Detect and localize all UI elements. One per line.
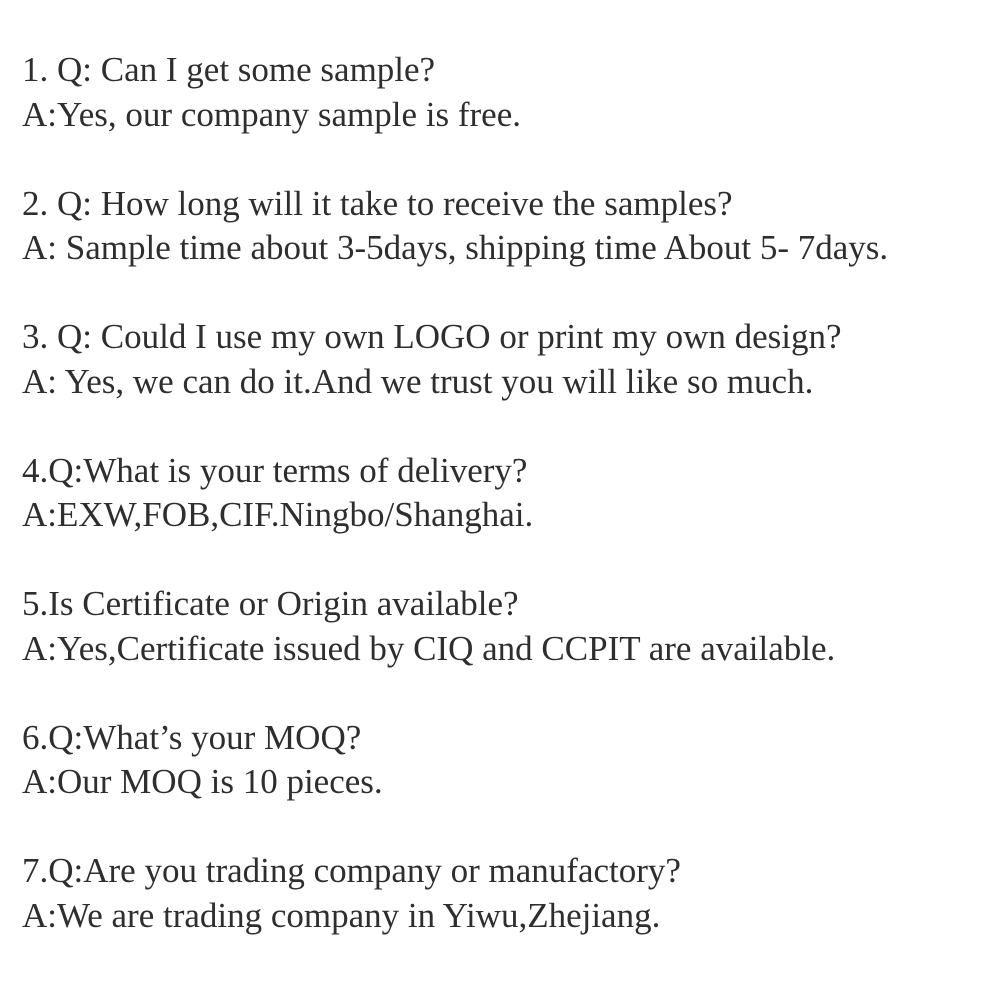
faq-answer-7: A:We are trading company in Yiwu,Zhejiang.: [22, 895, 661, 935]
faq-item-5: [22, 582, 992, 671]
faq-answer-6: A:Our MOQ is 10 pieces.: [22, 762, 383, 801]
faq-question-6: 6.Q:What’s your MOQ?: [22, 717, 362, 757]
faq-answer-1: A:Yes, our company sample is free.: [22, 94, 521, 134]
faq-item-7: [22, 849, 992, 938]
faq-question-5: 5.Is Certificate or Origin available?: [22, 584, 519, 623]
faq-answer-2: A: Sample time about 3-5days, shipping time About 5- 7days.: [22, 228, 889, 267]
faq-question-7: 7.Q:Are you trading company or manufactory?: [22, 851, 681, 890]
faq-item-6: [22, 716, 992, 805]
faq-question-3: 3. Q: Could I use my own LOGO or print my own design?: [22, 317, 842, 356]
faq-answer-4: A:EXW,FOB,CIF.Ningbo/Shanghai.: [22, 495, 534, 534]
faq-answer-3: A: Yes, we can do it.And we trust you will like so much.: [22, 361, 814, 401]
faq-item-3: [22, 315, 992, 404]
faq-answer-5: A:Yes,Certificate issued by CIQ and CCPIT are available.: [22, 628, 836, 668]
faq-item-2: [22, 182, 992, 271]
faq-question-1: 1. Q: Can I get some sample?: [22, 50, 436, 89]
faq-item-1: [22, 48, 992, 137]
faq-question-2: 2. Q: How long will it take to receive the samples?: [22, 183, 733, 223]
faq-item-4: [22, 449, 992, 538]
faq-question-4: 4.Q:What is your terms of delivery?: [22, 450, 528, 490]
faq-list: [22, 48, 992, 983]
